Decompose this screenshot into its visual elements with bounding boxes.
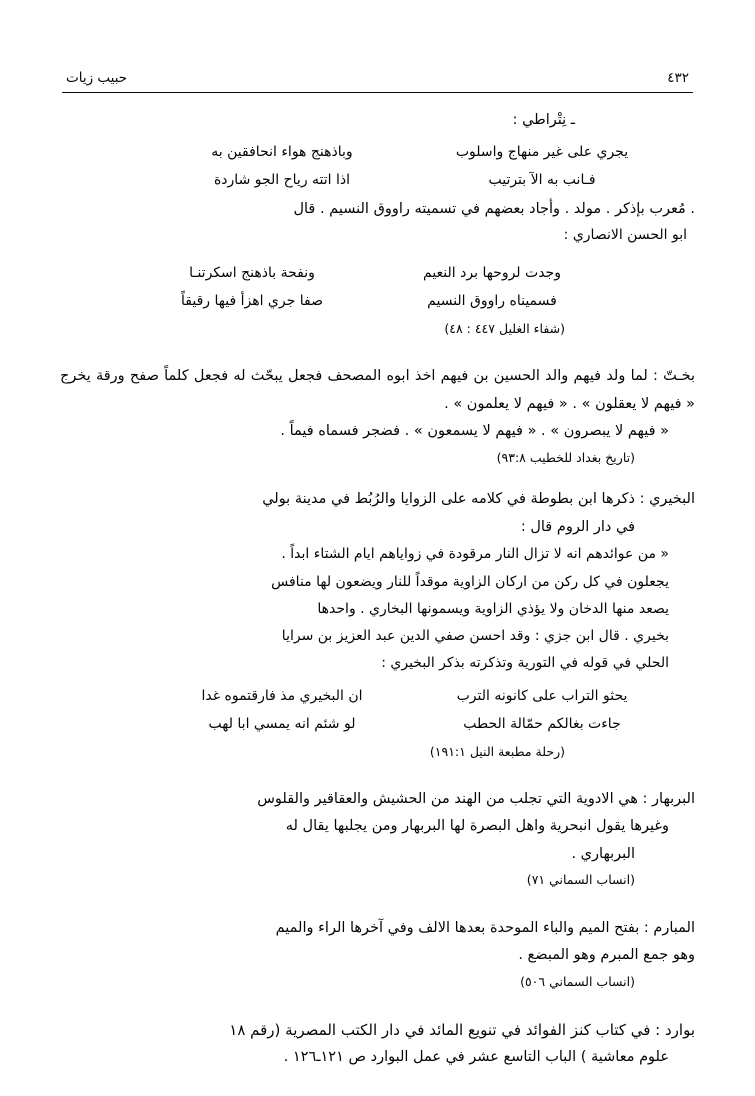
header-rule [62,92,693,93]
entry-bakhiri [60,486,695,763]
entry-bakht [60,363,695,469]
reference-ansab-1: (انساب السماني ٧١) [526,872,635,888]
poem-nitrati [60,138,695,194]
entry-mabarim-text-1: المبارم : بفتح الميم والباء الموحدة بعدها الالف وفي آخرها الراء والميم [275,919,695,936]
verse-line [60,259,635,287]
reference-ansab-2: (انساب السماني ٥٠٦) [520,973,635,989]
poem-ansari [60,259,695,315]
reference-rihla: (رحلة مطبعة النيل ١٩١:١) [429,743,565,759]
entry-bawarid-text-2: علوم معاشية ) الباب التاسع عشر في عمل البوارد ص ١٢١ـ١٢٦ . [283,1049,669,1066]
hemistich-second: صفا جري اهزأ فيها رقيقاً [181,293,323,310]
hemistich-first: فـانب به الآ بترتيب [488,171,596,188]
entry-mabarim-text-2: وهو جمع المبرم وهو المبضع . [518,947,695,964]
reference-shifa-alghalil: (شفاء الغليل ٤٤٧ : ٤٨) [444,321,565,337]
entry-barbahar [60,786,695,892]
verse-line [60,287,635,315]
entry-nitrati-note: . مُعرب بإذكر . مولد . وأجاد بعضهم في تسميته راووق النسيم . قال [293,200,695,217]
verse-line [60,138,695,166]
entry-nitrati-head: ـ نِتْراطي : [512,112,575,128]
quote-ibn-battuta-1: « من عوائدهم انه لا تزال النار مرقودة في زواياهم ايام الشتاء ابداً . [281,546,669,563]
hemistich-first: يجري على غير منهاج واسلوب [455,143,629,160]
entry-bakhiri-text-2: في دار الروم قال : [520,518,635,535]
entry-barbahar-text-3: البربهاري . [571,845,635,862]
hemistich-second: ونفحة باذهنج اسكرتنـا [189,265,315,282]
reference-tarikh-baghdad: (تاريخ بغداد للخطيب ٩٣:٨) [496,450,635,466]
running-title: حبيب زيات [66,70,128,86]
hemistich-second: اذا اتته رياح الجو شاردة [213,171,351,188]
entry-mabarim [60,915,695,993]
quote-ibn-battuta-3: يصعد منها الدخان ولا يؤذي الزاوية ويسمونها البخاري . واحدها [317,600,669,617]
hemistich-second: لو شئم انه يمسي ابا لهب [208,715,356,732]
hemistich-second: ان البخيري مذ فارقتموه غدا [201,687,363,704]
hemistich-first: يحثو التراب على كانونه الترب [456,687,628,704]
quote-ibn-battuta-4: بخيري . قال ابن جزي : وقد احسن صفي الدين عبد العزيز بن سرايا [281,628,669,645]
hemistich-first: وجدت لروحها برد النعيم [423,265,561,282]
entry-nitrati [60,107,695,340]
quote-ibn-battuta-5: الحلي في قوله في التورية وتذكرته بذكر البخيري : [381,655,669,672]
page-header [60,70,695,90]
page-body [60,107,695,1072]
quote-ibn-battuta-2: يجعلون في كل ركن من اركان الزاوية موقداً للنار ويضعون لها منافس [271,573,669,590]
entry-bawarid [60,1016,695,1072]
entry-bakht-text-2: « فيهم لا يبصرون » . « فيهم لا يسمعون » . فضجر فسماه فيماً . [280,423,669,440]
hemistich-first: جاءت بغالكم حمّالة الحطب [463,715,621,732]
entry-bawarid-text-1: بوارد : في كتاب كنز الفوائد في تنويع المائد في دار الكتب المصرية (رقم ١٨ [229,1020,695,1039]
poem-hilli [60,682,695,738]
folio-number: ٤٣٢ [667,70,689,86]
hemistich-first: فسميناه راووق النسيم [427,293,557,310]
entry-bakhiri-text-1: البخيري : ذكرها ابن بطوطة في كلامه على الزوايا والرُبُط في مدينة بولي [262,491,695,508]
hemistich-second: وباذهنج هواء انحافقين به [211,143,353,160]
entry-barbahar-text-1: البربهار : هي الادوية التي تجلب من الهند من الحشيش والعقاقير والقلوس [257,790,695,807]
verse-line [60,710,695,738]
entry-barbahar-text-2: وغيرها يقول انبحرية واهل البصرة لها البربهار ومن يجلبها يقال له [285,818,669,835]
entry-nitrati-attribution: ابو الحسن الانصاري : [563,227,687,244]
verse-line [60,682,695,710]
verse-line [60,166,695,194]
entry-bakht-text-1: بخـتّ : لما ولد فيهم والد الحسين بن فيهم اخذ ابوه المصحف فجعل يبحّث له فجعل كلماً صفح ورقة يخرج « فيهم لا يعقلون » . « فيهم لا يعلمون » . [60,368,695,412]
